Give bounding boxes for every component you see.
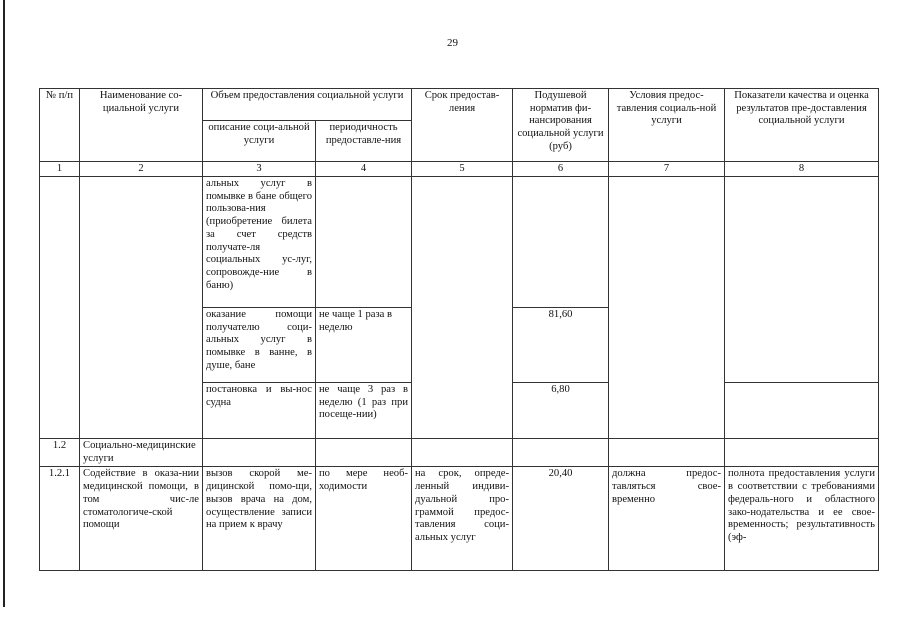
norm-medical-assistance: 20,40 [513,467,609,571]
header-conditions: Условия предос-тавления социаль-ной услуги [609,89,725,162]
col-number-1: 1 [40,162,80,177]
row-number-1-2-1: 1.2.1 [40,467,80,571]
col-number-8: 8 [725,162,879,177]
norm-bedpan: 6,80 [513,383,609,439]
header-financing-norm: Подушевой норматив фи-нансирования социальной услуги (руб) [513,89,609,162]
cell-empty [412,439,513,467]
col-number-7: 7 [609,162,725,177]
row-number-1-2: 1.2 [40,439,80,467]
norm-help-washing: 81,60 [513,308,609,383]
description-medical-assistance: вызов скорой ме-дицинской помо-щи, вызов врача на дом, осуществление записи на прием к врачу [203,467,316,571]
col-number-2: 2 [80,162,203,177]
cell-empty [513,439,609,467]
header-quality-indicators: Показатели качества и оценка результатов пре-доставления социальной услуги [725,89,879,162]
description-bedpan: постановка и вы-нос судна [203,383,316,439]
header-term: Срок предостав-ления [412,89,513,162]
periodicity-medical-assistance: по мере необ-ходимости [316,467,412,571]
cell-empty [513,177,609,308]
cell-empty [203,439,316,467]
cell-empty [609,177,725,439]
service-name-medical-assistance: Содействие в оказа-нии медицинской помощи, в том чис-ле стоматологиче-ской помощи [80,467,203,571]
cell-empty [316,439,412,467]
page-number: 29 [447,37,458,49]
header-number: № п/п [40,89,80,162]
cell-empty [725,439,879,467]
periodicity-bedpan: не чаще 3 раз в неделю (1 раз при посеще-нии) [316,383,412,439]
col-number-6: 6 [513,162,609,177]
term-medical-assistance: на срок, опреде-ленный индиви-дуальной про-граммой предос-тавления соци-альных услуг [412,467,513,571]
col-number-3: 3 [203,162,316,177]
header-service-name: Наименование со-циальной услуги [80,89,203,162]
quality-medical-assistance: полнота предоставления услуги в соответствии с требованиями федераль-ного и областного зако-нодательства и ее свое-временность; результативность (эф- [725,467,879,571]
cell-empty [725,177,879,383]
header-periodicity: периодичность предоставле-ния [316,121,412,162]
header-description: описание соци-альной услуги [203,121,316,162]
col-number-4: 4 [316,162,412,177]
description-bath-continuation: альных услуг в помывке в бане общего пользова-ния (приобретение билета за счет средств получате-ля социальных ус-луг, сопровожде-ние в баню) [203,177,316,308]
conditions-medical-assistance: должна предос-тавляться свое-временно [609,467,725,571]
periodicity-help-washing: не чаще 1 раза в неделю [316,308,412,383]
cell-empty [609,439,725,467]
cell-empty [40,177,80,439]
page-left-edge [3,0,5,607]
description-help-washing: оказание помощи получателю соци-альных услуг в помывке в ванне, в душе, бане [203,308,316,383]
cell-empty [412,177,513,439]
section-title-social-medical: Социально-медицинские услуги [80,439,203,467]
col-number-5: 5 [412,162,513,177]
cell-empty [316,177,412,308]
header-volume: Объем предоставления социальной услуги [203,89,412,121]
cell-empty [725,383,879,439]
social-services-table [39,88,879,571]
cell-empty [80,177,203,439]
